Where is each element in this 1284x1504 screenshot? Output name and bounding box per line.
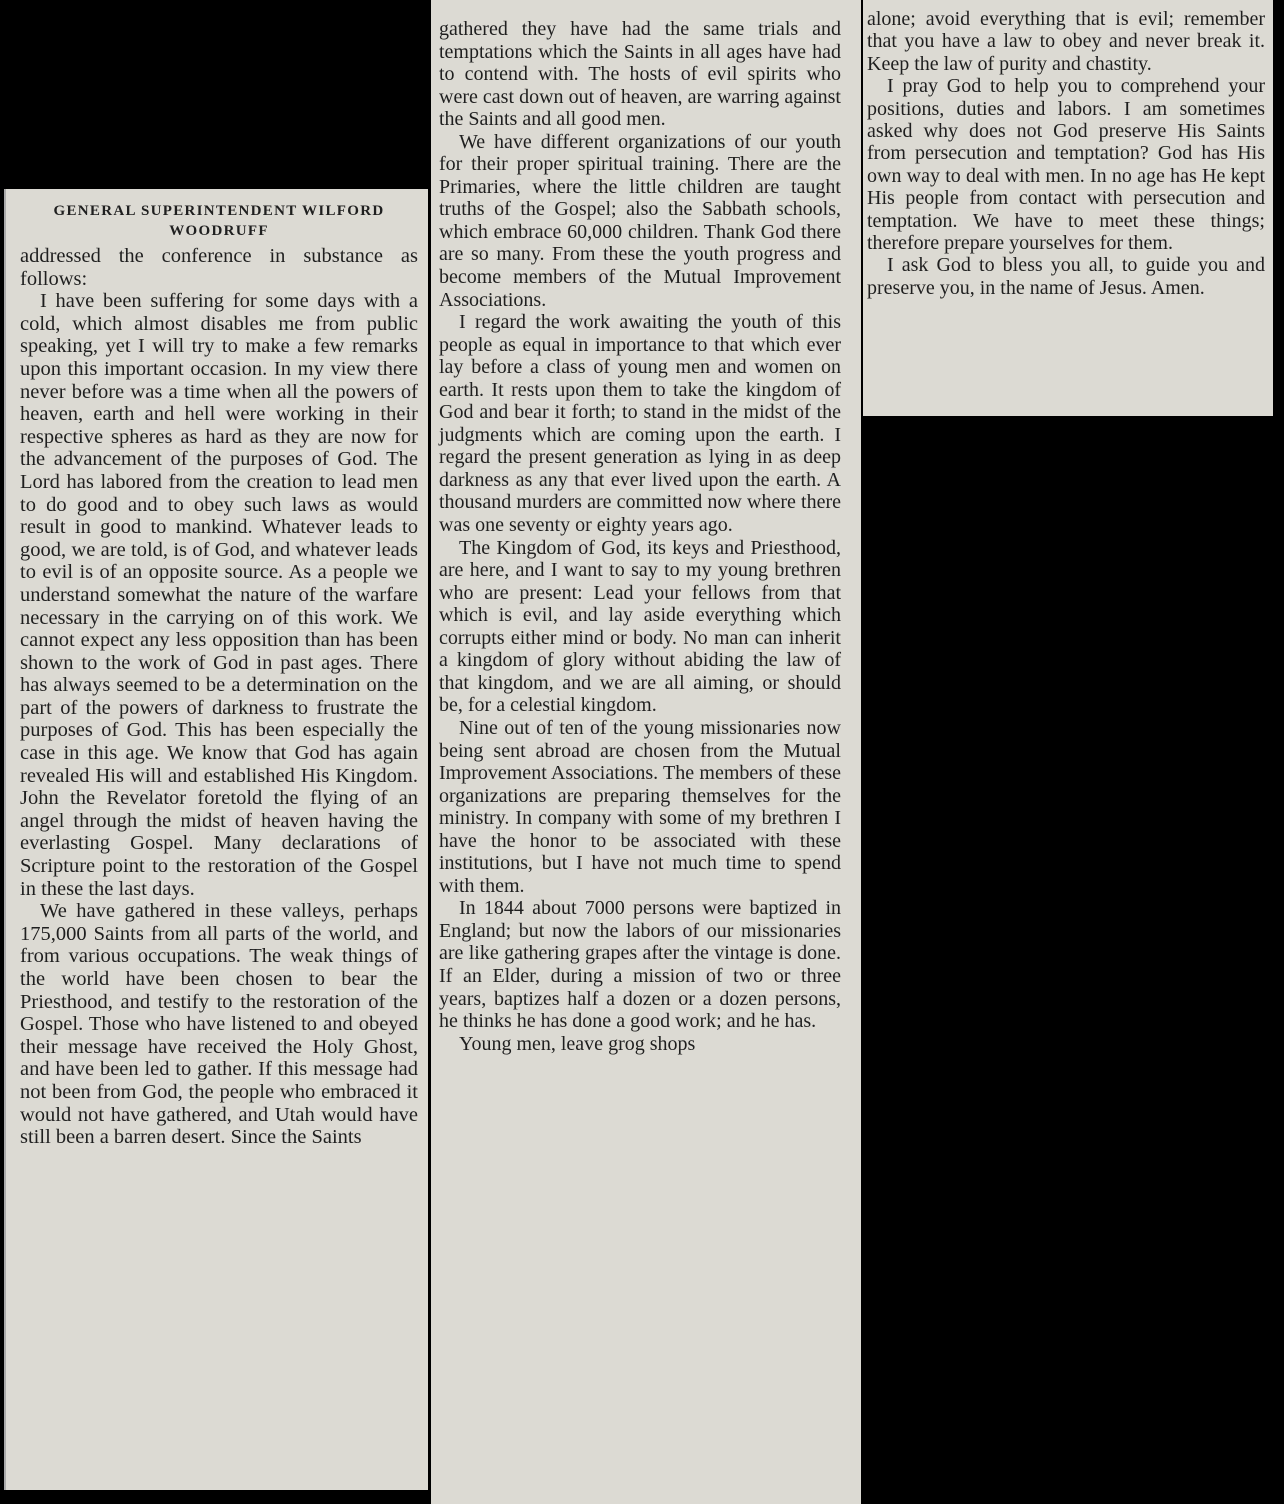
paragraph: I pray God to help you to comprehend your positions, duties and labors. I am sometimes asked why does not God preserve His Saints from persecution and temptation? God has His own way to deal with men. In no age has He kept His people from contact with persecution and temptation. We have to meet these things; therefore prepare yourselves for them. — [867, 75, 1265, 255]
paragraph: alone; avoid everything that is evil; remember that you have a law to obey and never break it. Keep the law of purity and chastity. — [867, 8, 1265, 75]
paragraph: gathered they have had the same trials and temptations which the Saints in all ages have had to contend with. The hosts of evil spirits who were cast down out of heaven, are warring against the Saints and all good men. — [439, 18, 841, 131]
paragraph: addressed the conference in substance as follows: — [20, 245, 418, 290]
column-2 — [431, 0, 861, 1504]
paragraph: Nine out of ten of the young missionaries now being sent abroad are chosen from the Mutual Improvement Associations. The members of these organizations are preparing themselves for the ministry. In company with some of my brethren I have the honor to be associated with these institutions, but I have not much time to spend with them. — [439, 716, 841, 897]
paragraph: Young men, leave grog shops — [459, 1032, 696, 1055]
paragraph: We have gathered in these valleys, perhaps 175,000 Saints from all parts of the world, and from various occupations. The weak things of the world have been chosen to bear the Priesthood, and testify to the restoration of the Gospel. Those who have listened to and obeyed their message have received the Holy Ghost, and have been led to gather. If this message had not been from God, the people who embraced it would not have gathered, and Utah would have still been a barren desert. Since the Saints — [20, 900, 418, 1149]
paragraph: I ask God to bless you all, to guide you and preserve you, in the name of Jesus. Amen. — [867, 254, 1265, 299]
paragraph: We have different organizations of our youth for their proper spiritual training. There are the Primaries, where the little children are taught truths of the Gospel; also the Sabbath schools, which embrace 60,000 children. Thank God there are so many. From these the youth progress and become members of the Mutual Improvement Associations. — [439, 130, 841, 311]
paragraph: The Kingdom of God, its keys and Priesthood, are here, and I want to say to my young brethren who are present: Lead your fellows from that which is evil, and lay aside everything which corrupts either mind or body. No man can inherit a kingdom of glory without abiding the law of that kingdom, and we are all aiming, or should be, for a celestial kingdom. — [439, 536, 841, 717]
paragraph: In 1844 about 7000 persons were baptized in England; but now the labors of our missionaries are like gathering grapes after the vintage is done. If an Elder, during a mission of two or three years, baptizes half a dozen or a dozen persons, he thinks he has done a good work; and he has. — [439, 897, 841, 1033]
paragraph: I have been suffering for some days with a cold, which almost disables me from public speaking, yet I will try to make a few remarks upon this important occasion. In my view there never before was a time when all the powers of heaven, earth and hell were working in their respective spheres as hard as they are now for the advancement of the purposes of God. The Lord has labored from the creation to lead men to do good and to obey such laws as would result in good to mankind. Whatever leads to good, we are told, is of God, and whatever leads to evil is of an opposite source. As a people we understand somewhat the nature of the warfare necessary in the carrying on of this work. We cannot expect any less opposition than has been shown to the work of God in past ages. There has always seemed to be a determination on the part of the powers of darkness to frustrate the purposes of God. This has been especially the case in this age. We know that God has again revealed His will and established His Kingdom. John the Revelator foretold the flying of an angel through the midst of heaven having the everlasting Gospel. Many declarations of Scripture point to the restoration of the Gospel in these the last days. — [20, 290, 418, 900]
paragraph: I regard the work awaiting the youth of this people as equal in importance to that which ever lay before a class of young men and women on earth. It rests upon them to take the kingdom of God and bear it forth; to stand in the midst of the judgments which are coming upon the earth. I regard the present generation as lying in as deep darkness as any that ever lived upon the earth. A thousand murders are committed now where there was one seventy or eighty years ago. — [439, 311, 841, 537]
column-1 — [4, 189, 428, 1490]
article-heading: GENERAL SUPERINTENDENT WILFORD WOODRUFF — [53, 203, 385, 239]
column-3 — [863, 0, 1273, 416]
